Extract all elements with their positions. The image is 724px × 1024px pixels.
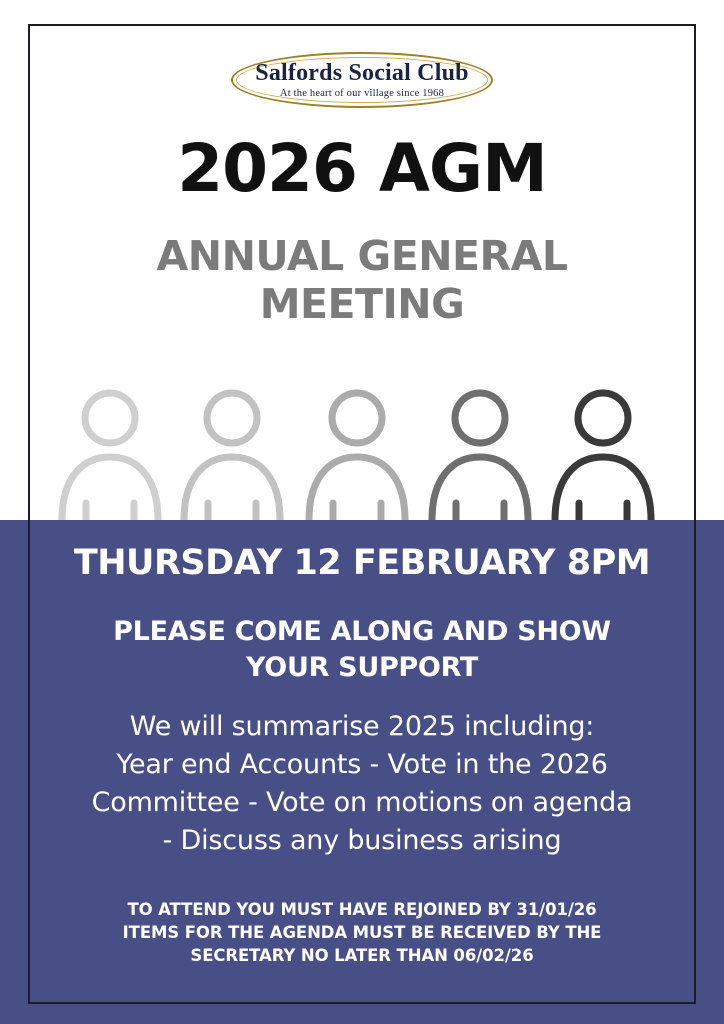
event-date: THURSDAY 12 FEBRUARY 8PM	[73, 543, 651, 583]
poster-bottom-section	[0, 520, 724, 1024]
call-to-action	[0, 614, 724, 686]
agenda-summary	[0, 708, 724, 860]
logo-tagline: At the heart of our village since 1968	[279, 88, 445, 99]
page-subtitle	[0, 232, 724, 328]
page-subtitle-line-1: ANNUAL GENERAL	[156, 232, 568, 280]
attendance-conditions	[0, 898, 724, 967]
agenda-summary-line-3: Committee - Vote on motions on agenda	[91, 787, 633, 818]
logo-club-name: Salfords Social Club	[255, 60, 469, 86]
club-logo	[231, 52, 493, 108]
agenda-summary-line-2: Year end Accounts - Vote in the 2026	[116, 749, 608, 780]
attendance-conditions-line-3: SECRETARY NO LATER THAN 06/02/26	[190, 946, 534, 965]
people-group-icon	[50, 385, 670, 520]
page-title: 2026 AGM	[177, 130, 547, 207]
call-to-action-line-1: PLEASE COME ALONG AND SHOW	[113, 616, 611, 647]
agenda-summary-line-1: We will summarise 2025 including:	[129, 711, 595, 742]
page-subtitle-line-2: MEETING	[259, 280, 465, 328]
call-to-action-line-2: YOUR SUPPORT	[246, 652, 478, 683]
attendance-conditions-line-2: ITEMS FOR THE AGENDA MUST BE RECEIVED BY THE	[122, 923, 602, 942]
agenda-summary-line-4: - Discuss any business arising	[162, 825, 562, 856]
attendance-conditions-line-1: TO ATTEND YOU MUST HAVE REJOINED BY 31/01/26	[127, 900, 597, 919]
